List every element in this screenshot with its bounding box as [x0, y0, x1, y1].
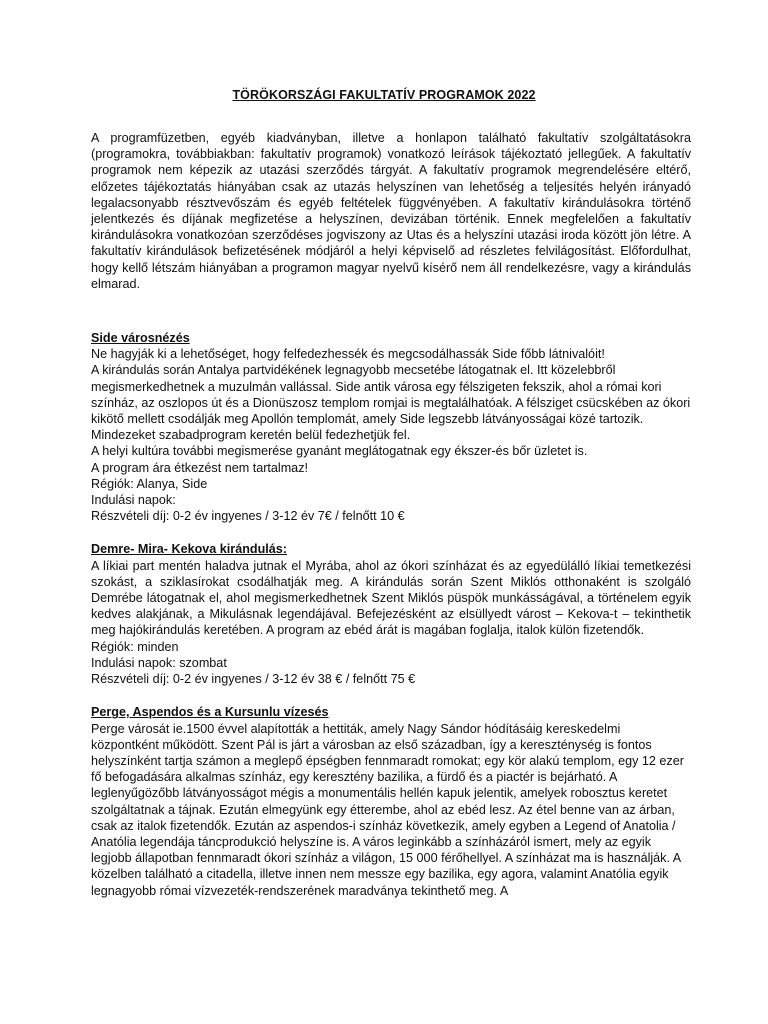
document-body — [91, 130, 691, 916]
section-line: Ne hagyják ki a lehetőséget, hogy felfedezhessék és megcsodálhassák Side főbb látnivalóit! — [91, 347, 605, 362]
departure-days-line: Indulási napok: — [91, 493, 176, 508]
section-line: A program ára étkezést nem tartalmaz! — [91, 460, 308, 475]
section-perge-aspendos — [91, 704, 691, 898]
section-line: A helyi kultúra további megismerése gyanánt meglátogatnak egy ékszer-és bőr üzletet is. — [91, 444, 588, 459]
section-heading: Demre- Mira- Kekova kirándulás: — [91, 542, 287, 557]
section-side — [91, 330, 691, 524]
section-line: Perge városát ie.1500 évvel alapították a hettiták, amely Nagy Sándor hódításáig kereskedelmi központként működött. Szent Pál is járt a városban az első században, így a kereszténység is fontos helyszínként tartja számon a meglepő épségben fennmaradt romokat; egy kör alakú templom, egy 12 ezer fő befogadására alkalmas színház, egy keresztény bazilika, a fürdő és a piactér is bejárható. A leglenyűgözőbb látványosságot mégis a monumentális hellén kapuk jelentik, amelyek robosztus keretet szolgáltatnak a tájnak. Ezután elmegyünk egy étterembe, ahol az ebéd lesz. Az étel benne van az árban, csak az italok fizetendők. Ezután az aspendos-i színház következik, amely egyben a Legend of Anatolia / Anatólia legendája táncprodukció helyszíne is. A város leginkább a színházáról ismert, mely az egyik legjobb állapotban fennmaradt ókori színház a világon, 15 000 férőhellyel. A színházat ma is használják. A közelben található a citadella, illetve innen nem messze egy bazilika, egy agora, valamint Anatólia egyik legnagyobb római vízvezeték-rendszerének maradványa tekinthető meg. A — [91, 721, 684, 898]
section-heading: Side városnézés — [91, 331, 190, 346]
section-heading: Perge, Aspendos és a Kursunlu vízesés — [91, 705, 329, 720]
section-line: A kirándulás során Antalya partvidékének legnagyobb mecsetébe látogatnak el. Itt közelebbről megismerkedhetnek a muzulmán vallással. Side antik városa egy félszigeten fekszik, ahol a római kori színház, az oszlopos út és a Dionüszosz templom romjai is megtalálhatóak. A félsziget csücskében az ókori kikötő mellett csodálják meg Apollón templomát, amely Side legszebb látványosságai közé tartozik. Mindezeket szabadprogram keretén belül fedezhetjük fel. — [91, 363, 691, 443]
price-line: Részvételi díj: 0-2 év ingyenes / 3-12 év 38 € / felnőtt 75 € — [91, 672, 416, 687]
section-line: A líkiai part mentén haladva jutnak el Myrába, ahol az ókori színházat és az egyedülálló líkiai temetkezési szokást, a sziklasírokat csodálhatják meg. A kirándulás során Szent Miklós otthonaként is szolgáló Demrébe látogatnak el, ahol megismerkedhetnek Szent Miklós püspök munkásságával, a történelem egyik kedves alakjának, a Mikulásnak legendájával. Befejezésként az elsüllyedt várost – Kekova-t – tekinthetik meg hajókirándulás keretében. A program az ebéd árát is magában foglalja, italok külön fizetendők. — [91, 558, 691, 638]
price-line: Részvételi díj: 0-2 év ingyenes / 3-12 év 7€ / felnőtt 10 € — [91, 509, 405, 524]
section-demre-mira-kekova — [91, 541, 691, 687]
document-title: TÖRÖKORSZÁGI FAKULTATÍV PROGRAMOK 2022 — [232, 88, 536, 102]
regions-line: Régiók: Alanya, Side — [91, 476, 208, 491]
intro-paragraph: A programfüzetben, egyéb kiadványban, illetve a honlapon található fakultatív szolgáltatásokra (programokra, továbbiakban: fakultatív programok) vonatkozó leírások tájékoztató jellegűek. A fakultatív programok nem képezik az utazási szerződés tárgyát. A fakultatív programok megrendelésére eltérő, előzetes tájékoztatás hiányában csak az utazás helyszínen van lehetőség a teljesítés helyén irányadó legalacsonyabb résztvevőszám és egyéb feltételek függvényében. A fakultatív kirándulásokra történő jelentkezés és díjának megfizetése a helyszínen, devizában történik. Ennek megfelelően a fakultatív kirándulásokra vonatkozóan szerződéses jogviszony az Utas és a helyszíni utazási iroda között jön létre. A fakultatív kirándulások befizetésének módjáról a helyi képviselő ad részletes felvilágosítást. Előfordulhat, hogy kellő létszám hiányában a programon magyar nyelvű kísérő nem áll rendelkezésre, vagy a kirándulás elmarad. — [91, 131, 691, 291]
regions-line: Régiók: minden — [91, 639, 179, 654]
departure-days-line: Indulási napok: szombat — [91, 655, 227, 670]
